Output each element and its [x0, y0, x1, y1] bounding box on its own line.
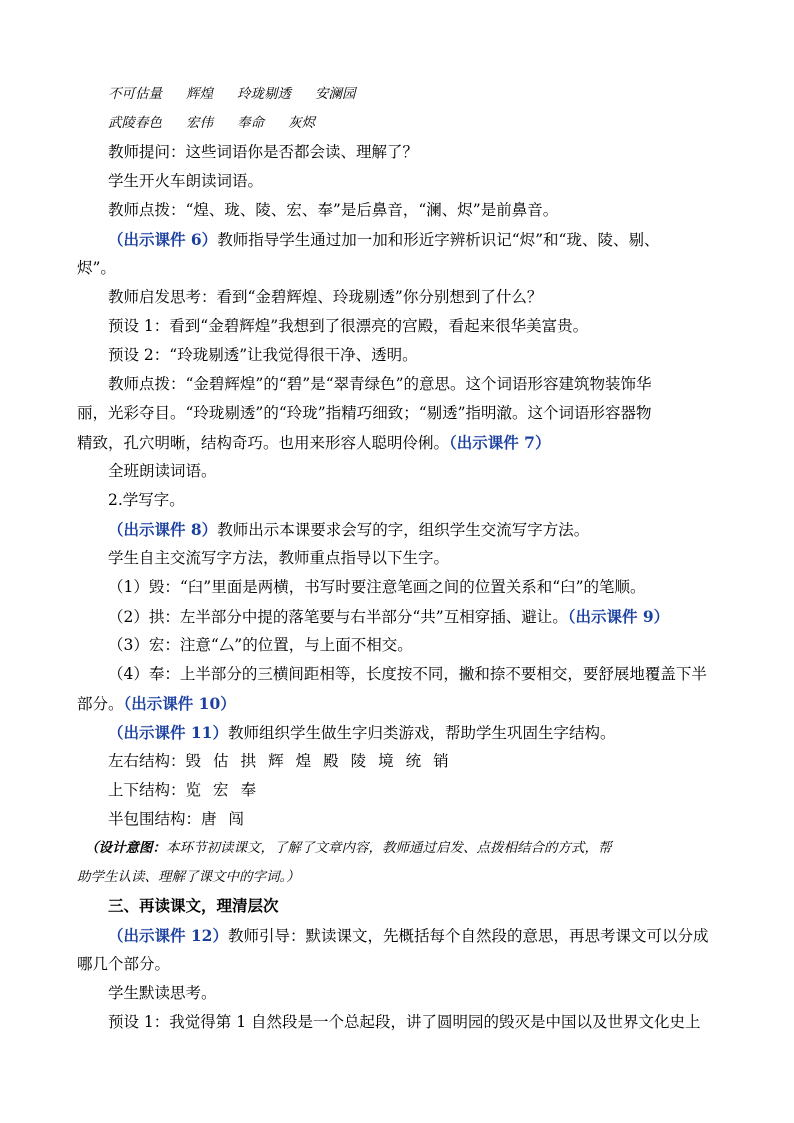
char: 估: [213, 752, 229, 770]
vocab-word: 灰烬: [288, 115, 315, 131]
char: 宏: [213, 781, 229, 799]
char: 唐: [201, 810, 217, 828]
paragraph-line: 2.学写字。: [108, 491, 185, 509]
paragraph-line: （4）奉：上半部分的三横间距相等，长度按不同，撇和捺不要相交，要舒展地覆盖下半: [108, 665, 707, 683]
paragraph-line: 全班朗读词语。: [108, 462, 217, 480]
vocab-word: 玲珑剔透: [237, 86, 291, 102]
paragraph-line: 学生默读思考。: [108, 984, 217, 1002]
paragraph-line: 预设 2：“玲珑剔透”让我觉得很干净、透明。: [108, 346, 418, 364]
document-page: [77, 80, 718, 1037]
paragraph-text: 部分。: [77, 695, 124, 713]
char: 煌: [295, 752, 312, 770]
courseware-tag: （出示课件 6）: [108, 230, 218, 249]
char: 陵: [350, 752, 367, 770]
paragraph-line: 学生自主交流写字方法，教师重点指导以下生字。: [108, 549, 450, 567]
design-intent: [85, 834, 718, 863]
paragraph-line: 哪几个部分。: [77, 955, 171, 973]
courseware-tag: （出示课件 7）: [449, 433, 551, 452]
vocab-word: 宏伟: [186, 115, 213, 131]
paragraph-line: 烬”。: [77, 259, 116, 277]
char: 境: [378, 752, 394, 770]
vocab-word: 武陵春色: [108, 115, 162, 131]
courseware-tag: （出示课件 11）: [108, 723, 228, 742]
paragraph-line: 预设 1：我觉得第 1 自然段是一个总起段，讲了圆明园的毁灭是中国以及世界文化史上: [108, 1013, 701, 1031]
paragraph-line: 预设 1：看到“金碧辉煌”我想到了很漂亮的宫殿，看起来很华美富贵。: [108, 317, 589, 335]
paragraph-line: [77, 689, 718, 718]
paragraph-line: （3）宏：注意“厶”的位置，与上面不相交。: [108, 636, 413, 654]
paragraph-line: [108, 225, 718, 254]
vocab-row-1: [108, 80, 718, 109]
paragraph-line: 教师点拨：“金碧辉煌”的“碧”是“翠青绿色”的意思。这个词语形容建筑物装饰华: [108, 375, 652, 393]
structure-label: 半包围结构：: [108, 810, 202, 828]
vocab-word: 安澜园: [315, 86, 356, 102]
paragraph-text: （2）拱：左半部分中提的落笔要与右半部分“共”互相穿插、避让。: [108, 608, 568, 626]
paragraph-line: [108, 515, 718, 544]
paragraph-line: （1）毁：“臼”里面是两横，书写时要注意笔画之间的位置关系和“臼”的笔顺。: [108, 578, 646, 596]
paragraph-line: [77, 428, 718, 457]
paragraph-text: 教师引导：默读课文，先概括每个自然段的意思，再思考课文可以分成: [227, 927, 709, 945]
char: 览: [185, 781, 202, 799]
structure-half-surround: [108, 805, 718, 834]
paragraph-text: 教师组织学生做生字归类游戏，帮助学生巩固生字结构。: [227, 724, 616, 742]
char: 统: [405, 752, 422, 770]
vocab-word: 奉命: [237, 115, 264, 131]
paragraph-text: 教师指导学生通过加一加和形近字辨析识记“烬”和“珑、陵、剔、: [217, 231, 660, 249]
structure-top-bottom: [108, 776, 718, 805]
courseware-tag: （出示课件 12）: [108, 926, 228, 945]
design-tag: （设计意图：: [85, 840, 166, 856]
vocab-word: 不可估量: [108, 86, 162, 102]
char: 拱: [240, 752, 257, 770]
paragraph-line: [108, 718, 718, 747]
structure-label: 左右结构：: [108, 752, 186, 770]
courseware-tag: （出示课件 10）: [123, 694, 236, 713]
design-intent-cont: 助学生认读、理解了课文中的字词。）: [77, 869, 300, 885]
section-heading: 三、再读课文，理清层次: [108, 897, 279, 915]
char: 辉: [268, 752, 284, 770]
vocab-word: 辉煌: [186, 86, 213, 102]
paragraph-line: [108, 602, 718, 631]
paragraph-line: 丽，光彩夺目。“玲珑剔透”的“玲珑”指精巧细致；“剔透”指明澈。这个词语形容器物: [77, 404, 652, 422]
courseware-tag: （出示课件 9）: [567, 607, 670, 626]
paragraph-line: 教师启发思考：看到“金碧辉煌、玲珑剔透”你分别想到了什么？: [108, 288, 543, 306]
char: 闯: [228, 810, 245, 828]
paragraph-line: 学生开火车朗读词语。: [108, 172, 264, 190]
char: 销: [433, 752, 449, 770]
paragraph-line: [108, 921, 718, 950]
paragraph-text: 教师出示本课要求会写的字，组织学生交流写字方法。: [217, 521, 590, 539]
paragraph-line: 教师点拨：“煌、珑、陵、宏、奉”是后鼻音，“澜、烬”是前鼻音。: [108, 201, 559, 219]
char: 殿: [323, 752, 339, 770]
design-text: 本环节初读课文，了解了文章内容，教师通过启发、点拨相结合的方式，帮: [166, 840, 612, 856]
courseware-tag: （出示课件 8）: [108, 520, 218, 539]
char: 毁: [185, 752, 202, 770]
vocab-row-2: [108, 109, 718, 138]
paragraph-text: 精致，孔穴明晰，结构奇巧。也用来形容人聪明伶俐。: [77, 434, 450, 452]
paragraph-line: 教师提问：这些词语你是否都会读、理解了？: [108, 143, 419, 161]
structure-left-right: [108, 747, 718, 776]
char: 奉: [240, 781, 257, 799]
structure-label: 上下结构：: [108, 781, 186, 799]
